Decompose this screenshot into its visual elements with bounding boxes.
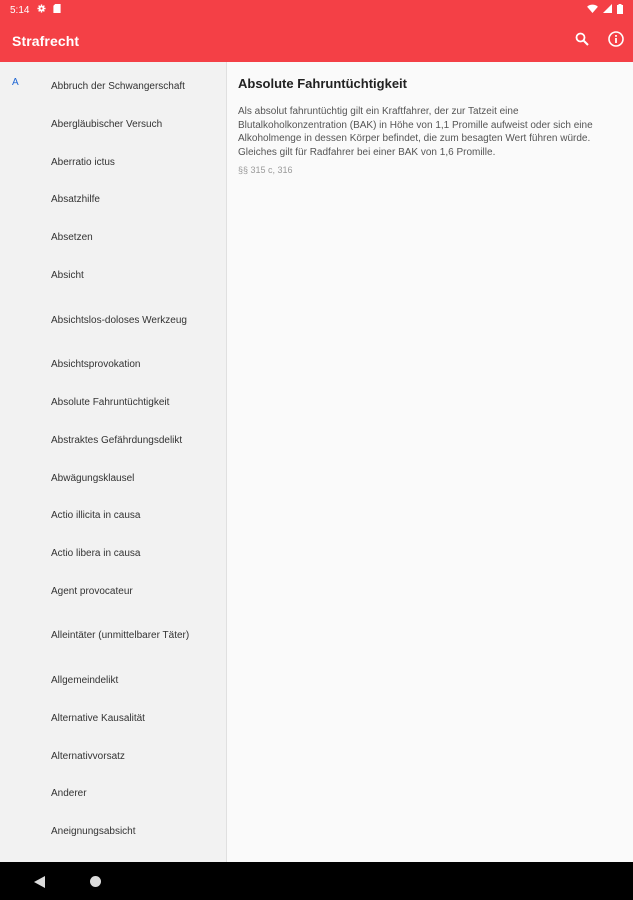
home-icon[interactable] [90,876,101,887]
list-item[interactable]: Alternativvorsatz [51,750,125,762]
detail-panel [228,62,633,862]
battery-icon [617,4,623,17]
status-bar [0,0,633,20]
search-button[interactable] [565,24,599,58]
app-bar-actions [565,24,633,58]
section-letter: A [12,77,19,88]
status-right-icons [587,4,623,17]
gear-icon [37,4,46,16]
list-item[interactable]: Absichtsprovokation [51,359,141,371]
list-item[interactable]: Abstraktes Gefährdungsdelikt [51,434,183,446]
list-item[interactable]: Alternative Kausalität [51,712,145,724]
back-icon[interactable] [34,875,45,893]
list-item[interactable]: Agent provocateur [51,585,133,597]
list-item[interactable]: Allgemeindelikt [51,675,119,687]
list-item[interactable]: Aneignungsabsicht [51,826,136,838]
signal-icon [603,4,612,16]
list-item[interactable]: Abbruch der Schwangerschaft [51,81,185,93]
list-item[interactable]: Abergläubischer Versuch [51,119,163,131]
list-item[interactable]: Absichtslos-doloses Werkzeug [51,314,187,326]
list-item[interactable]: Absatzhilfe [51,194,100,206]
list-item[interactable]: Abwägungsklausel [51,472,135,484]
sd-card-icon [53,4,61,16]
list-item[interactable]: Absolute Fahruntüchtigkeit [51,397,170,409]
list-item[interactable]: Actio illicita in causa [51,510,141,522]
search-icon [575,32,589,51]
detail-reference: §§ 315 c, 316 [238,165,293,175]
app-bar [0,20,633,62]
list-item[interactable]: Absetzen [51,232,93,244]
navigation-bar [0,862,633,900]
term-list [51,68,216,888]
detail-title: Absolute Fahruntüchtigkeit [238,76,407,91]
list-item[interactable]: Aberratio ictus [51,156,115,168]
wifi-icon [587,4,598,16]
status-time: 5:14 [10,4,30,16]
info-icon [608,31,624,52]
detail-text: Als absolut fahruntüchtig gilt ein Kraftfahrer, der zur Tatzeit eine Blutalkoholkonzentration (BAK) in Höhe von 1,1 Promille aufweist oder sich eine Alkoholmenge in dessen Körper befindet, die zum besagten Wert führen würde. Gleiches gilt für Radfahrer bei einer BAK von 1,6 Promille. [238,106,593,158]
list-item[interactable]: Actio libera in causa [51,547,141,559]
term-list-panel[interactable] [0,62,227,862]
info-button[interactable] [599,24,633,58]
list-item[interactable]: Absicht [51,269,84,281]
app-title: Strafrecht [12,33,80,49]
list-item[interactable]: Anderer [51,788,87,800]
list-item[interactable]: Alleintäter (unmittelbarer Täter) [51,630,190,642]
